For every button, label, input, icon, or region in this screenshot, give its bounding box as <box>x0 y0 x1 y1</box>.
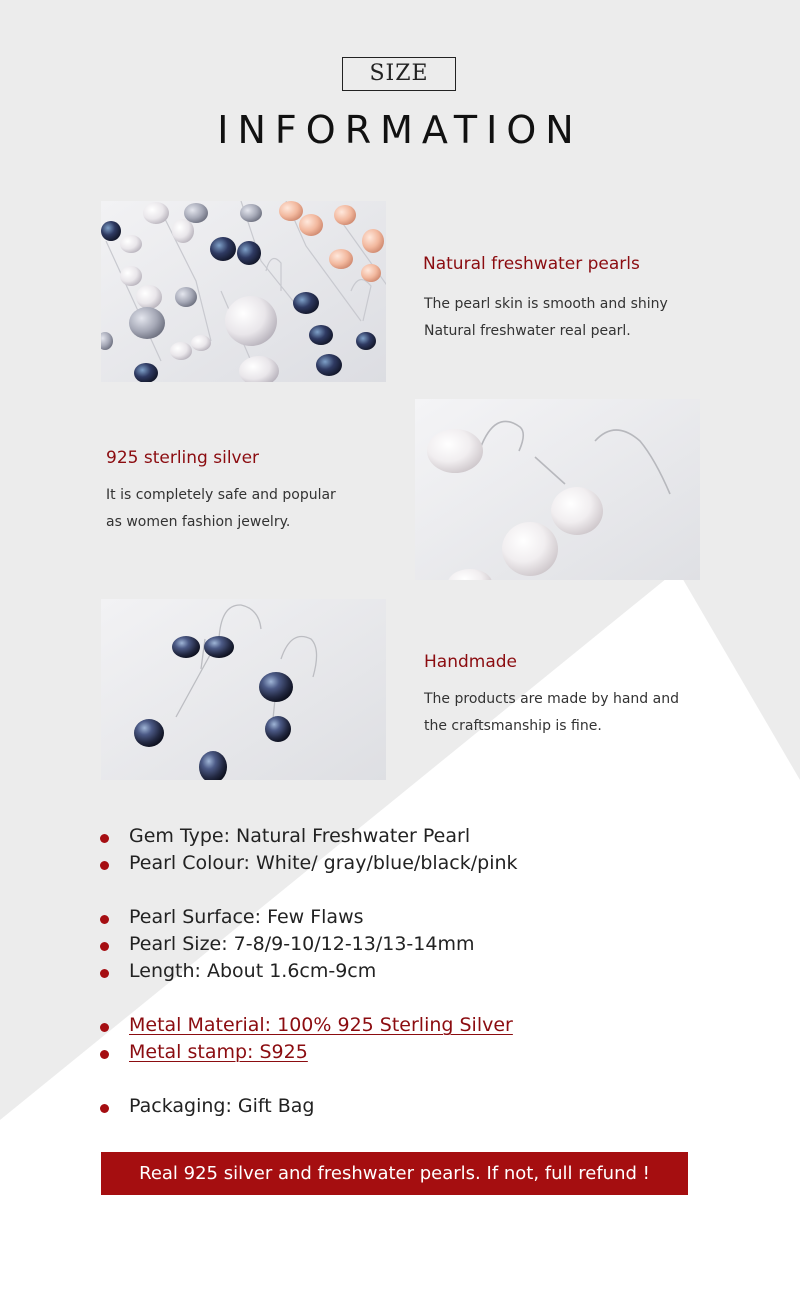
feature-title-freshwater: Natural freshwater pearls <box>423 254 640 274</box>
bullet-dot <box>100 1023 109 1032</box>
photo-white-pearl-closeup <box>415 399 700 580</box>
feature-desc-handmade: The products are made by hand and the craftsmanship is fine. <box>424 691 679 734</box>
photo-mixed-pearl-earrings <box>101 201 386 382</box>
bullet-dot <box>100 969 109 978</box>
refund-guarantee-banner: Real 925 silver and freshwater pearls. If not, full refund ! <box>101 1152 688 1195</box>
size-label-box: SIZE <box>342 57 456 91</box>
bullet-dot <box>100 1050 109 1059</box>
feature-desc-freshwater: The pearl skin is smooth and shiny Natural freshwater real pearl. <box>424 296 668 339</box>
bullet-dot <box>100 834 109 843</box>
feature-title-handmade: Handmade <box>424 652 517 672</box>
bullet-dot <box>100 942 109 951</box>
page-title: INFORMATION <box>217 108 583 152</box>
feature-title-silver: 925 sterling silver <box>106 448 260 468</box>
photo-black-pearl-drops <box>101 599 386 780</box>
bullet-dot <box>100 1104 109 1113</box>
feature-desc-silver: It is completely safe and popular as women fashion jewelry. <box>106 487 336 530</box>
bullet-dot <box>100 915 109 924</box>
bullet-dot <box>100 861 109 870</box>
